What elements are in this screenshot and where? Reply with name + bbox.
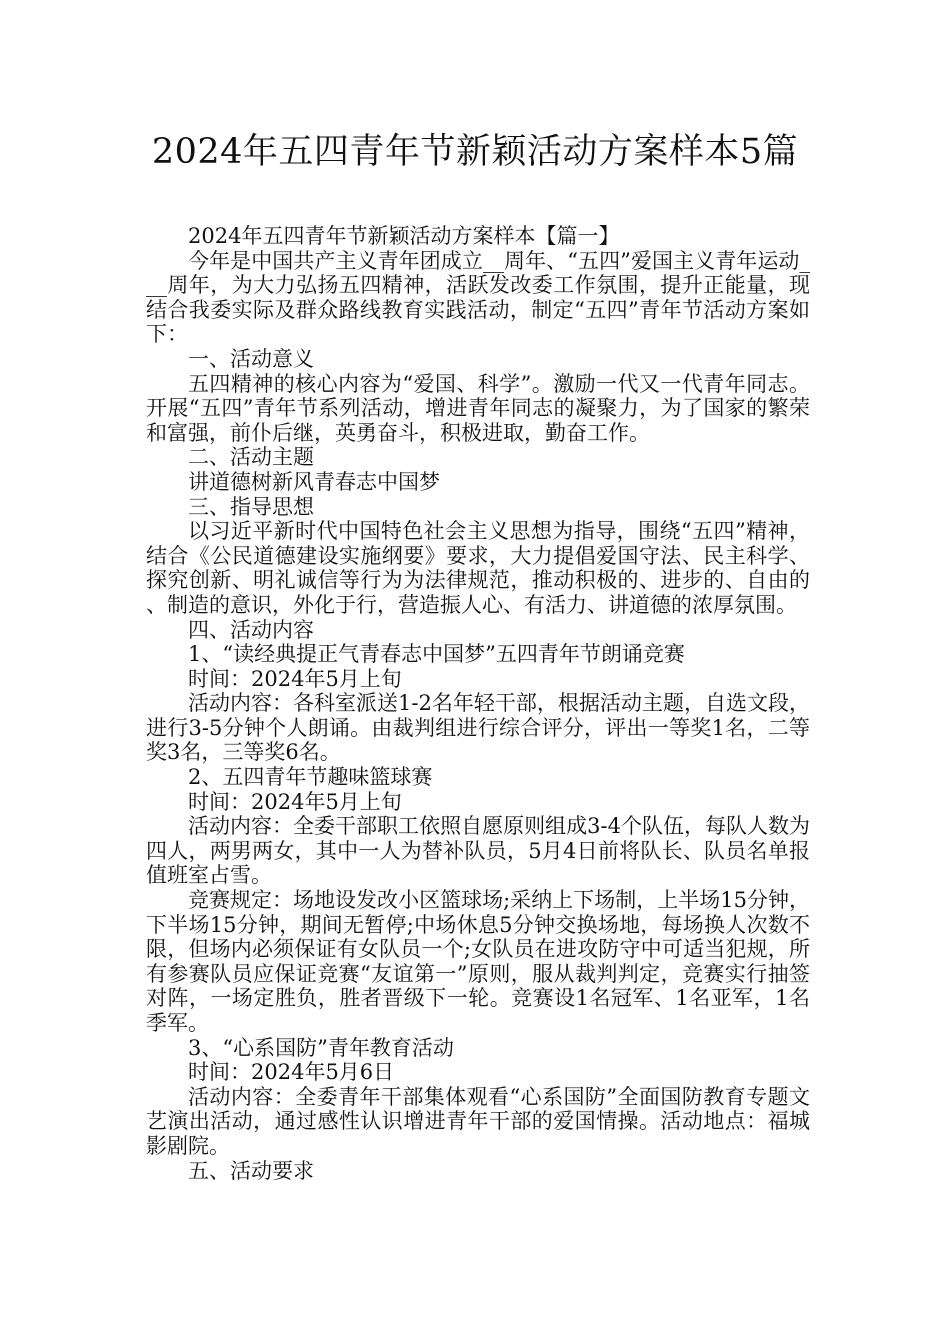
section-heading: 三、指导思想 [188,494,314,519]
section-heading: 2024年五四青年节新颖活动方案样本【篇一】 [188,224,620,248]
body-paragraph: 讲道德树新风青春志中国梦 [188,469,440,494]
section-heading: 五、活动要求 [188,1158,314,1183]
body-paragraph: 活动内容：全委干部职工依照自愿原则组成3-4个队伍，每队人数为四人，两男两女，其中一人为替补队员，5月4日前将队长、队员名单报值班室占雪。 [146,814,810,888]
subsection-heading: 2、五四青年节趣味篮球赛 [188,765,433,790]
body-paragraph: 活动内容：各科室派送1-2名年轻干部，根据活动主题，自选文段，进行3-5分钟个人朗诵。由裁判组进行综合评分，评出一等奖1名，二等奖3名，三等奖6名。 [146,691,810,765]
subsection-heading: 3、“心系国防”青年教育活动 [188,1035,454,1060]
body-paragraph: 时间：2024年5月上旬 [188,666,402,691]
body-paragraph: 五四精神的核心内容为“爱国、科学”。激励一代又一代青年同志。开展“五四”青年节系列活动，增进青年同志的凝聚力，为了国家的繁荣和富强，前仆后继，英勇奋斗，积极进取，勤奋工作。 [146,371,810,445]
document-title: 2024年五四青年节新颖活动方案样本5篇 [151,132,799,172]
body-paragraph: 时间：2024年5月6日 [188,1060,395,1085]
section-heading: 四、活动内容 [188,617,314,642]
body-paragraph: 以习近平新时代中国特色社会主义思想为指导，围绕“五四”精神，结合《公民道德建设实施纲要》要求，大力提倡爱国守法、民主科学、探究创新、明礼诚信等行为为法律规范，推动积极的、进步的、自由的、制造的意识，外化于行，营造振人心、有活力、讲道德的浓厚氛围。 [146,519,810,617]
body-paragraph: 竞赛规定：场地设发改小区篮球场;采纳上下场制，上半场15分钟，下半场15分钟，期间无暂停;中场休息5分钟交换场地，每场换人次数不限，但场内必须保证有女队员一个;女队员在进攻防守中可适当犯规，所有参赛队员应保证竞赛“友谊第一”原则，服从裁判判定，竞赛实行抽签对阵，一场定胜负，胜者晋级下一轮。竞赛设1名冠军、1名亚军，1名季军。 [146,888,810,1035]
body-paragraph: 时间：2024年5月上旬 [188,789,402,814]
section-heading: 一、活动意义 [188,346,314,371]
body-paragraph: 活动内容：全委青年干部集体观看“心系国防”全面国防教育专题文艺演出活动，通过感性认识增进青年干部的爱国情操。活动地点：福城影剧院。 [146,1084,810,1158]
document-body [146,224,810,1183]
section-heading: 二、活动主题 [188,445,314,470]
subsection-heading: 1、“读经典提正气青春志中国梦”五四青年节朗诵竞赛 [188,642,685,667]
intro-paragraph: 今年是中国共产主义青年团成立__周年、“五四”爱国主义青年运动___周年，为大力弘扬五四精神，活跃发改委工作氛围，提升正能量，现结合我委实际及群众路线教育实践活动，制定“五四”青年节活动方案如下： [146,248,810,347]
